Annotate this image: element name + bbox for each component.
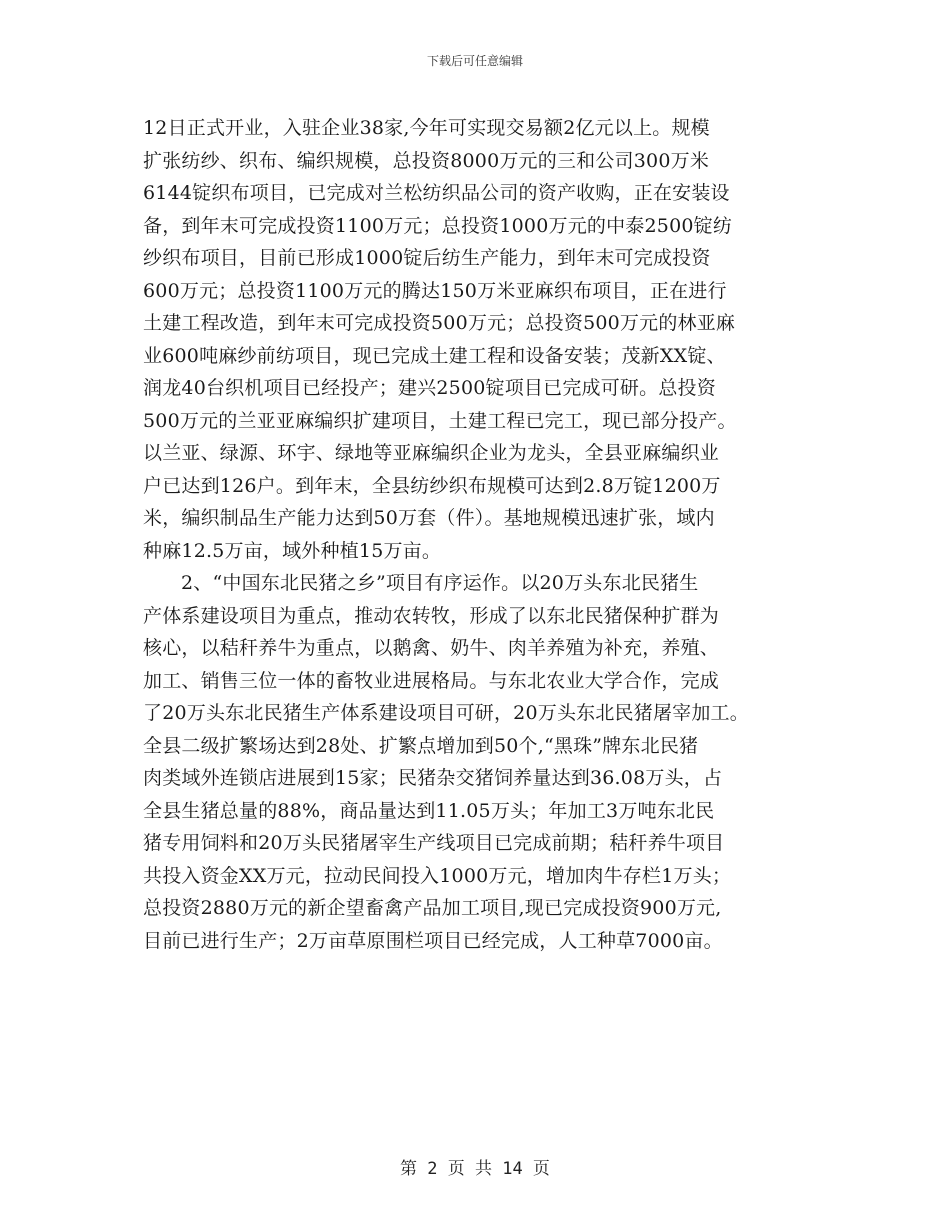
text-line: 6144锭织布项目，已完成对兰松纺织品公司的资产收购，正在安装设 (143, 182, 730, 204)
text-line: 备，到年末可完成投资1100万元；总投资1000万元的中泰2500锭纺 (143, 214, 733, 237)
text-line: 猪专用饲料和20万头民猪屠宰生产线项目已完成前期；秸秆养牛项目 (143, 832, 725, 854)
text-line: 产体系建设项目为重点，推动农转牧，形成了以东北民猪保种扩群为 (143, 604, 720, 627)
text-line: 全县生猪总量的88%，商品量达到11.05万头；年加工3万吨东北民 (143, 799, 715, 822)
text-line: 种麻12.5万亩，域外种植15万亩。 (143, 539, 442, 562)
text-line: 500万元的兰亚亚麻编织扩建项目，土建工程已完工，现已部分投产。 (143, 409, 737, 432)
text-line: 米，编织制品生产能力达到50万套（件）。基地规模迅速扩张，域内 (143, 507, 715, 529)
text-line: 润龙40台织机项目已经投产；建兴2500锭项目已完成可研。总投资 (143, 377, 716, 399)
text-line: 核心，以秸秆养牛为重点，以鹅禽、奶牛、肉羊养殖为补充，养殖、 (143, 637, 720, 659)
page-header: 下载后可任意编辑 (426, 54, 523, 68)
text-line: 600万元；总投资1100万元的腾达150万米亚麻织布项目，正在进行 (143, 279, 727, 302)
text-line: 业600吨麻纱前纺项目，现已完成土建工程和设备安装；茂新XX锭、 (143, 344, 726, 367)
text-line: 全县二级扩繁场达到28处、扩繁点增加到50个,“黑珠”牌东北民猪 (143, 734, 699, 757)
body-text (143, 112, 823, 957)
text-line: 纱织布项目，目前已形成1000锭后纺生产能力，到年末可完成投资 (143, 247, 711, 269)
text-line: 共投入资金XX万元，拉动民间投入1000万元，增加肉牛存栏1万头； (143, 864, 732, 887)
text-line: 户已达到126户。到年末，全县纺纱织布规模可达到2.8万锭1200万 (143, 474, 721, 497)
page-number-footer: 第 2 页 共 14 页 (400, 1159, 550, 1179)
text-line: 肉类域外连锁店进展到15家；民猪杂交猪饲养量达到36.08万头，占 (143, 767, 723, 789)
paragraph-start-line: 2、“中国东北民猪之乡”项目有序运作。以20万头东北民猪生 (181, 572, 699, 594)
text-line: 了20万头东北民猪生产体系建设项目可研，20万头东北民猪屠宰加工。 (143, 702, 749, 724)
text-line: 扩张纺纱、织布、编织规模，总投资8000万元的三和公司300万米 (143, 149, 710, 172)
text-line: 12日正式开业，入驻企业38家,今年可实现交易额2亿元以上。规模 (143, 117, 710, 139)
text-line: 加工、销售三位一体的畜牧业进展格局。与东北农业大学合作，完成 (143, 669, 720, 692)
text-line: 以兰亚、绿源、环宇、绿地等亚麻编织企业为龙头，全县亚麻编织业 (143, 442, 720, 464)
text-line: 土建工程改造，到年末可完成投资500万元；总投资500万元的林亚麻 (143, 312, 736, 334)
text-line: 总投资2880万元的新企望畜禽产品加工项目,现已完成投资900万元, (143, 897, 722, 919)
text-line: 目前已进行生产；2万亩草原围栏项目已经完成，人工种草7000亩。 (143, 929, 723, 952)
